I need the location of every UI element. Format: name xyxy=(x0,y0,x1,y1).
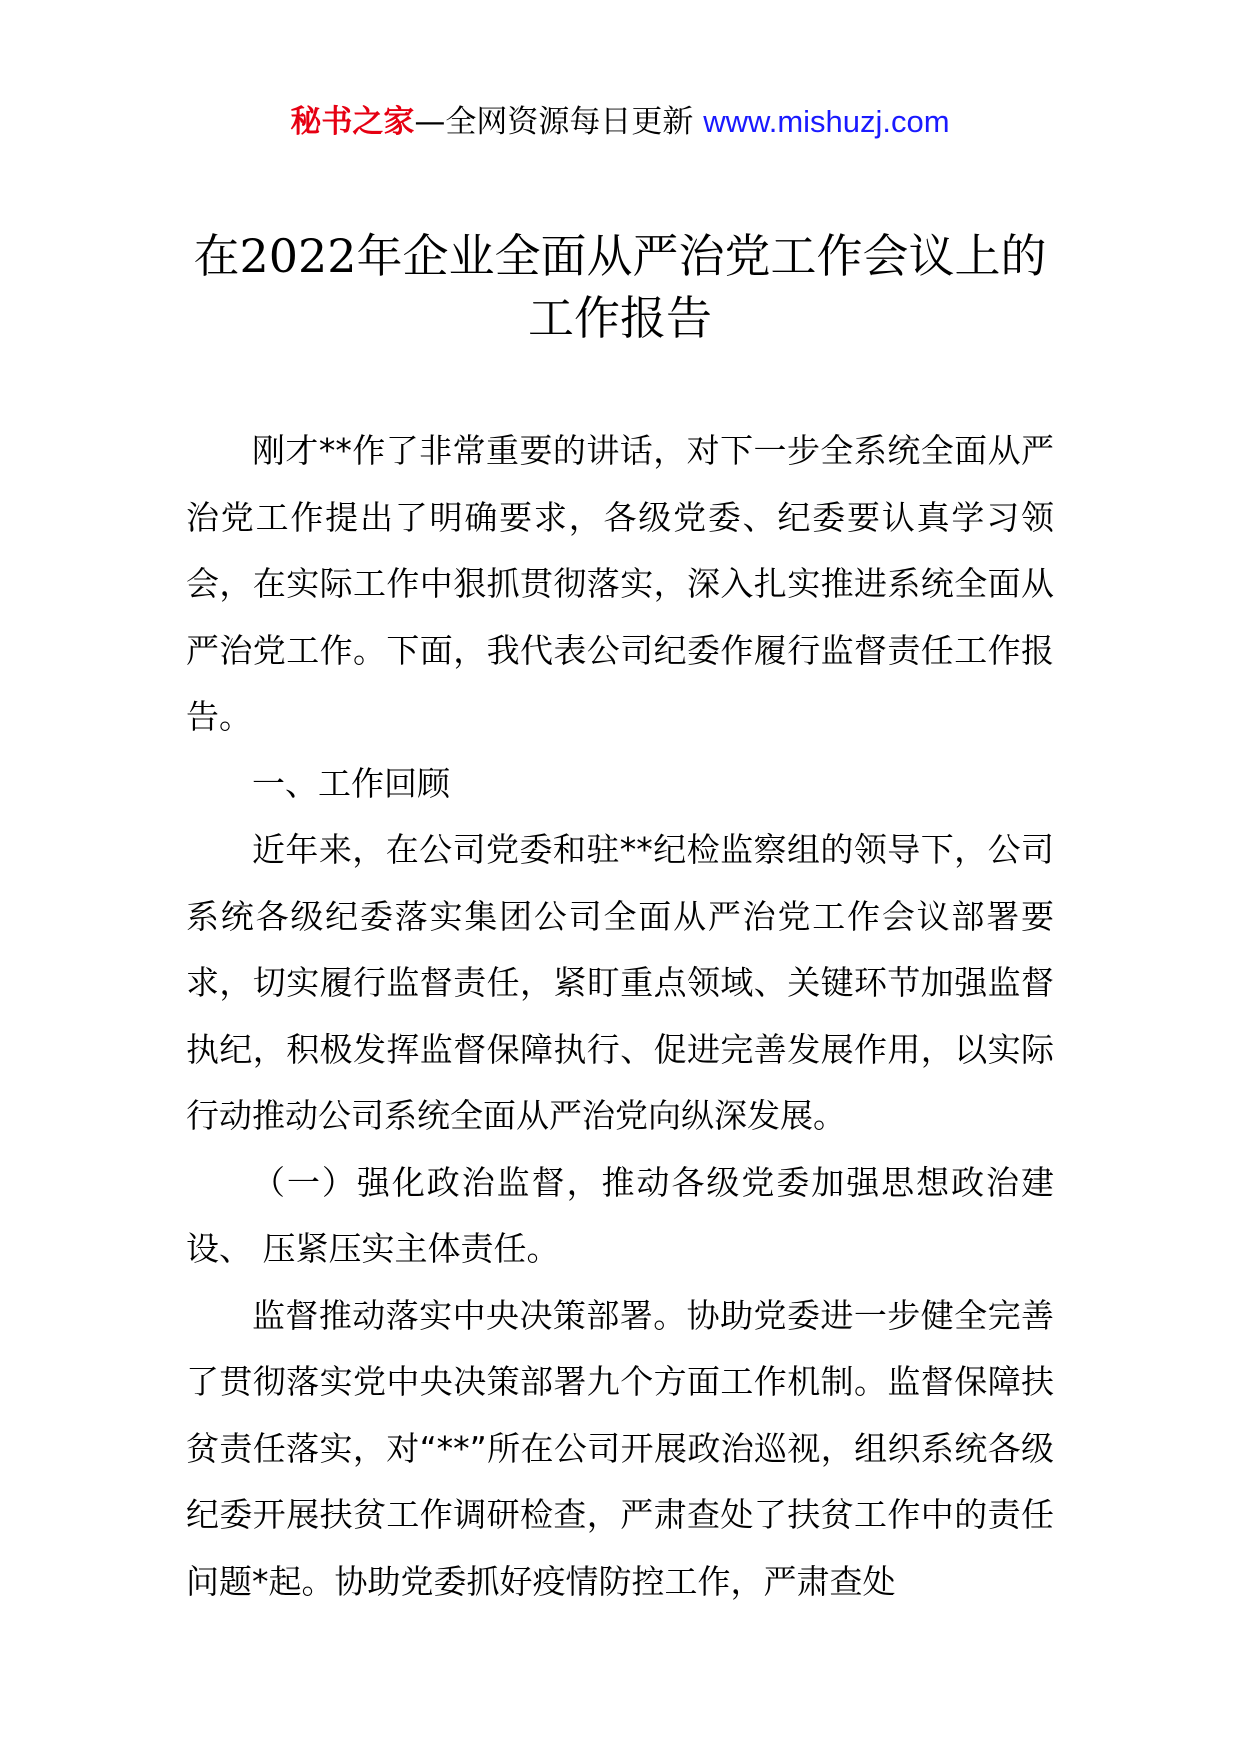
header-slogan: —全网资源每日更新 xyxy=(414,104,704,140)
site-header xyxy=(0,100,1240,144)
site-url-link[interactable]: www.mishuzj.com xyxy=(703,104,950,139)
paragraph-intro: 刚才**作了非常重要的讲话，对下一步全系统全面从严治党工作提出了明确要求，各级党委、纪委要认真学习领会，在实际工作中狠抓贯彻落实，深入扎实推进系统全面从严治党工作。下面，我代表公司纪委作履行监督责任工作报告。 xyxy=(186,431,1054,736)
section-heading-review: 一、工作回顾 xyxy=(252,763,450,803)
subsection-heading-1: （一）强化政治监督，推动各级党委加强思想政治建设、 压紧压实主体责任。 xyxy=(186,1162,1054,1268)
paragraph-review: 近年来，在公司党委和驻**纪检监察组的领导下，公司系统各级纪委落实集团公司全面从严治党工作会议部署要求，切实履行监督责任，紧盯重点领域、关键环节加强监督执纪，积极发挥监督保障执行、促进完善发展作用，以实际行动推动公司系统全面从严治党向纵深发展。 xyxy=(186,830,1054,1135)
title-line-2: 工作报告 xyxy=(528,291,712,345)
document-body xyxy=(186,418,1054,1615)
brand-name: 秘书之家 xyxy=(290,104,415,140)
document-title xyxy=(160,225,1080,349)
paragraph-supervision: 监督推动落实中央决策部署。协助党委进一步健全完善了贯彻落实党中央决策部署九个方面工作机制。监督保障扶贫责任落实，对“**”所在公司开展政治巡视，组织系统各级纪委开展扶贫工作调研检查，严肃查处了扶贫工作中的责任问题*起。协助党委抓好疫情防控工作，严肃查处 xyxy=(186,1295,1054,1601)
title-line-1: 在2022年企业全面从严治党工作会议上的 xyxy=(193,229,1047,283)
